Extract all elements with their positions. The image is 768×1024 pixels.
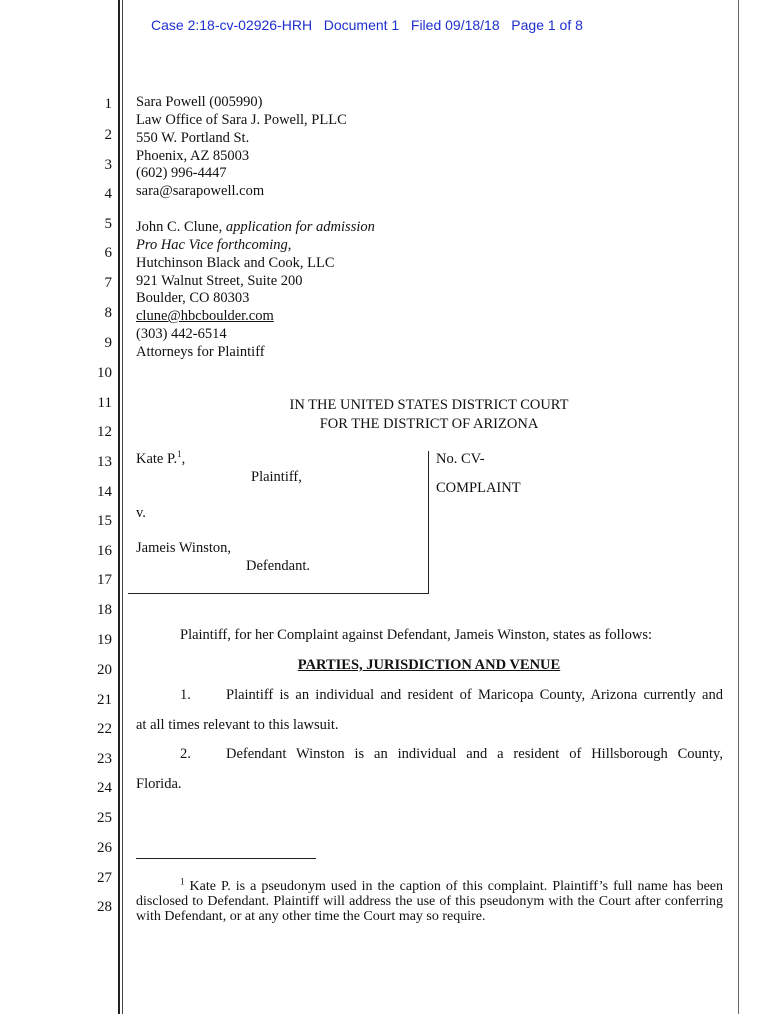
attorney-street: 921 Walnut Street, Suite 200 bbox=[136, 273, 303, 289]
line-number: 27 bbox=[97, 870, 112, 886]
attorney-email: sara@sarapowell.com bbox=[136, 183, 265, 199]
line-number: 11 bbox=[97, 395, 112, 411]
line-number: 3 bbox=[104, 157, 112, 173]
paragraph-number: 1. bbox=[180, 687, 191, 703]
line-number: 15 bbox=[97, 513, 112, 529]
paragraph-number: 2. bbox=[180, 746, 191, 762]
line-number: 10 bbox=[97, 365, 112, 381]
plaintiff-label: Plaintiff, bbox=[251, 469, 302, 485]
attorney-city: Boulder, CO 80303 bbox=[136, 290, 250, 306]
defendant-label: Defendant. bbox=[246, 558, 311, 574]
paragraph-line: Plaintiff is an individual and resident of Maricopa County, Arizona currently and bbox=[226, 687, 723, 703]
footnote bbox=[136, 876, 724, 924]
attorney-city: Phoenix, AZ 85003 bbox=[136, 148, 250, 164]
paragraph-line: Florida. bbox=[136, 776, 182, 792]
footnote-ref: 1 bbox=[177, 449, 182, 460]
footnote-separator bbox=[136, 858, 316, 859]
line-number: 24 bbox=[97, 780, 112, 796]
line-number: 13 bbox=[97, 454, 112, 470]
line-number: 17 bbox=[97, 572, 112, 588]
line-number: 16 bbox=[97, 543, 112, 559]
caption-divider-horizontal bbox=[128, 593, 429, 594]
caption-divider-vertical bbox=[428, 451, 429, 594]
left-margin-rule-inner bbox=[122, 0, 123, 1014]
document-title: COMPLAINT bbox=[436, 480, 521, 496]
line-number: 19 bbox=[97, 632, 112, 648]
line-number: 26 bbox=[97, 840, 112, 856]
intro-paragraph: Plaintiff, for her Complaint against Defendant, Jameis Winston, states as follows: bbox=[180, 627, 653, 643]
section-heading: PARTIES, JURISDICTION AND VENUE bbox=[297, 657, 561, 673]
attorney-role: Attorneys for Plaintiff bbox=[136, 344, 265, 360]
left-margin-rule bbox=[118, 0, 120, 1014]
defendant-name: Jameis Winston, bbox=[136, 540, 232, 556]
line-number: 21 bbox=[97, 692, 112, 708]
line-number: 12 bbox=[97, 424, 112, 440]
paragraph-line: Defendant Winston is an individual and a resident of Hillsborough County, bbox=[226, 746, 723, 762]
line-number: 4 bbox=[104, 186, 112, 202]
ecf-header: Case 2:18-cv-02926-HRH Document 1 Filed 09/18/18 Page 1 of 8 bbox=[151, 17, 583, 33]
right-margin-rule bbox=[738, 0, 739, 1014]
attorney-name-line bbox=[136, 219, 375, 236]
line-number: 25 bbox=[97, 810, 112, 826]
attorney-email-link[interactable]: clune@hbcboulder.com bbox=[136, 308, 274, 324]
admission-note: application for admission bbox=[225, 219, 375, 235]
line-number: 23 bbox=[97, 751, 112, 767]
footnote-text: Kate P. is a pseudonym used in the caption of this complaint. Plaintiff’s full name has been disclosed to Defendant. Plaintiff will address the use of this pseudonym with the Court after conferring with Defendant, or at any other time the Court may so require. bbox=[136, 879, 724, 924]
pro-hac-vice-note: Pro Hac Vice forthcoming, bbox=[136, 237, 292, 253]
court-title-line2: FOR THE DISTRICT OF ARIZONA bbox=[319, 416, 539, 432]
attorney-name: Sara Powell (005990) bbox=[136, 94, 263, 110]
line-number: 9 bbox=[104, 335, 112, 351]
line-number: 2 bbox=[104, 127, 112, 143]
plaintiff-comma: , bbox=[181, 451, 186, 467]
paragraph-line: at all times relevant to this lawsuit. bbox=[136, 717, 339, 733]
line-number: 6 bbox=[104, 245, 112, 261]
line-number: 28 bbox=[97, 899, 112, 915]
attorney-phone: (602) 996-4447 bbox=[136, 165, 227, 181]
line-number: 14 bbox=[97, 484, 112, 500]
attorney-firm: Hutchinson Black and Cook, LLC bbox=[136, 255, 335, 271]
line-number: 1 bbox=[104, 96, 112, 112]
attorney-name: John C. Clune, bbox=[136, 219, 223, 235]
line-number: 22 bbox=[97, 721, 112, 737]
attorney-firm: Law Office of Sara J. Powell, PLLC bbox=[136, 112, 347, 128]
attorney-street: 550 W. Portland St. bbox=[136, 130, 250, 146]
court-title-line1: IN THE UNITED STATES DISTRICT COURT bbox=[289, 397, 569, 413]
plaintiff-name-line bbox=[136, 451, 185, 468]
attorney-phone: (303) 442-6514 bbox=[136, 326, 227, 342]
plaintiff-name: Kate P. bbox=[136, 451, 178, 467]
line-number: 18 bbox=[97, 602, 112, 618]
line-number: 8 bbox=[104, 305, 112, 321]
case-number: No. CV- bbox=[436, 451, 485, 467]
line-number: 20 bbox=[97, 662, 112, 678]
versus: v. bbox=[136, 505, 146, 521]
line-number: 5 bbox=[104, 216, 112, 232]
footnote-marker: 1 bbox=[180, 876, 185, 887]
line-number: 7 bbox=[104, 275, 112, 291]
